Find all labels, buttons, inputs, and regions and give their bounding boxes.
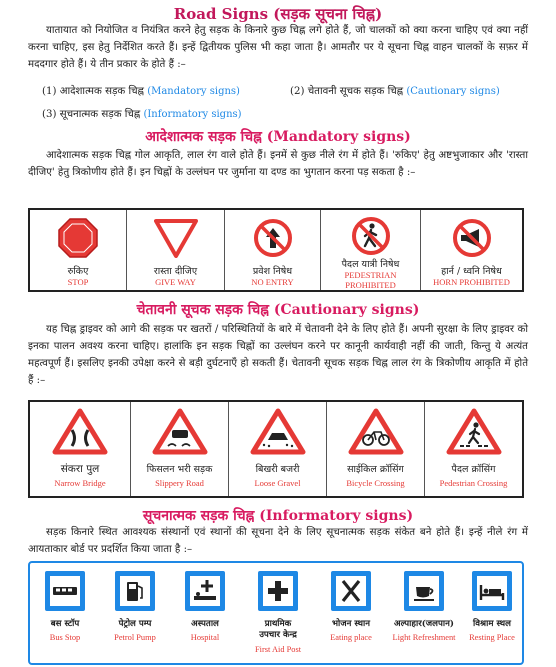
sign-label-english: Bus Stop — [49, 633, 81, 642]
sign-label-hindi: भोजन स्थान — [331, 619, 371, 629]
no-entry-icon — [253, 218, 293, 258]
informatory-heading: सूचनात्मक सड़क चिह्न (Informatory signs) — [142, 508, 414, 524]
sign-label-english: Resting Place — [469, 633, 515, 642]
sign-bus-stop — [30, 563, 100, 663]
sign-label-hindi: अस्पताल — [191, 619, 219, 629]
sign-petrol-pump — [100, 563, 170, 663]
informatory-paragraph: सड़क किनारे स्थित आवश्यक संस्थानों एवं स्थानों की सूचना देने के लिए सूचनात्मक सड़क संकेत बने होते हैं। इन्हें नीले रंग में आयताकार बोर्ड पर प्रदर्शित किया जाता है :– — [28, 527, 528, 555]
sign-label-english: Petrol Pump — [114, 633, 156, 642]
sign-type-1: (1) आदेशात्मक सड़क चिह्न (Mandatory signs) — [42, 86, 240, 97]
cautionary-heading: चेतावनी सूचक सड़क चिह्न (Cautionary signs) — [136, 302, 420, 318]
sign-narrow-bridge — [30, 402, 130, 496]
sign-label-hindi: बिखरी बजरी — [255, 464, 300, 475]
sign-hospital — [170, 563, 240, 663]
sign-label-hindi: रुकिए — [67, 266, 89, 277]
sign-label-english: Light Refreshment — [392, 633, 456, 642]
sign-label-hindi: अल्पाहार(जलपान) — [394, 619, 454, 629]
bus-stop-icon — [45, 571, 85, 611]
sign-label-hindi: बस स्टॉप — [50, 619, 80, 629]
horn-prohibited-icon — [452, 218, 492, 258]
eating-place-icon — [331, 571, 371, 611]
sign-label-hindi: विश्राम स्थल — [473, 619, 511, 629]
petrol-pump-icon — [115, 571, 155, 611]
sign-pedestrian-prohibited — [320, 210, 420, 290]
mandatory-heading: आदेशात्मक सड़क चिह्न (Mandatory signs) — [145, 129, 411, 145]
sign-label-english: Eating place — [330, 633, 372, 642]
informatory-signs-panel — [28, 561, 524, 665]
cautionary-signs-panel — [28, 400, 524, 498]
bicycle-crossing-icon — [348, 408, 404, 456]
sign-label-hindi: पैदल यात्री निषेध — [341, 259, 400, 270]
sign-label-hindi: साईकिल क्रॉसिंग — [347, 464, 404, 475]
sign-label-english: Pedestrian Crossing — [439, 478, 508, 488]
sign-eating-place — [316, 563, 386, 663]
intro-paragraph: यातायात को नियोजित व नियंत्रित करने हेतु सड़क के किनारे कुछ चिह्न लगे होते हैं, जो चालकों को क्या करना चाहिए एवं क्या नहीं करना चाहिए, इस हेतु निर्देशित करते हैं। इन्हें द्वितीयक पुलिस भी कहा जाता है। आमतौर पर ये सूचना चिह्न वाहन चालकों के सफ़र में मददगार होते हैं। ये तीन प्रकार के होते हैं :– — [28, 25, 528, 70]
stop-sign-icon — [58, 218, 98, 258]
sign-label-english: Hospital — [190, 633, 220, 642]
pedestrian-crossing-icon — [446, 408, 502, 456]
sign-label-hindi: प्राथमिक उपचार केन्द्र — [259, 619, 297, 640]
sign-no-entry — [224, 210, 320, 290]
resting-place-icon — [472, 571, 512, 611]
slippery-road-icon — [152, 408, 208, 456]
sign-type-2: (2) चेतावनी सूचक सड़क चिह्न (Cautionary signs) — [290, 86, 500, 97]
sign-slippery-road — [130, 402, 228, 496]
sign-label-hindi: पेट्रोल पम्प — [118, 619, 152, 629]
page-title — [0, 4, 556, 24]
sign-type-3: (3) सूचनात्मक सड़क चिह्न (Informatory signs) — [42, 109, 242, 120]
sign-loose-gravel — [228, 402, 326, 496]
cautionary-paragraph: यह चिह्न ड्राइवर को आगे की सड़क पर खतरों / परिस्थितियों के बारे में चेतावनी देने के लिए होते हैं। अपनी सुरक्षा के लिए ड्राइवर को इनका पालन अवश्य करना चाहिए। हालांकि इन सड़क चिह्नों का उल्लंघन करने पर कानूनी कार्यवाही नहीं की जाती, किन्तु ये अत्यंत महत्वपूर्ण हैं। इसलिए इनकी उपेक्षा करने से बड़ी दुर्घटनाएँ हो सकती हैं। चेतावनी सूचक सड़क चिह्न लाल रंग के त्रिकोणीय आकृति में होते हैं :– — [28, 324, 528, 386]
sign-label-english: First Aid Post — [254, 645, 302, 654]
loose-gravel-icon — [250, 408, 306, 456]
first-aid-icon — [258, 571, 298, 611]
sign-label-hindi: संकरा पुल — [60, 463, 100, 475]
pedestrian-prohibited-icon — [351, 216, 391, 256]
sign-label-hindi: पैदल क्रॉसिंग — [451, 464, 496, 475]
sign-label-english: Slippery Road — [155, 478, 204, 488]
sign-label-english: STOP — [67, 277, 89, 287]
sign-label-english: Loose Gravel — [254, 478, 301, 488]
sign-label-english: Bicycle Crossing — [346, 478, 405, 488]
sign-first-aid — [240, 563, 316, 663]
sign-label-english: HORN PROHIBITED — [433, 277, 510, 287]
sign-label-english: GIVE WAY — [155, 277, 196, 287]
hospital-icon — [185, 571, 225, 611]
give-way-icon — [154, 218, 198, 258]
page-title-hindi: (सड़क सूचना चिह्न) — [273, 5, 383, 23]
sign-label-hindi: प्रवेश निषेध — [252, 266, 293, 277]
sign-label-english: Narrow Bridge — [54, 478, 106, 488]
sign-pedestrian-crossing — [424, 402, 522, 496]
sign-label-hindi: फिसलन भरी सड़क — [146, 464, 213, 475]
sign-label-english: PEDESTRIAN PROHIBITED — [344, 270, 397, 290]
sign-give-way — [126, 210, 224, 290]
light-refreshment-icon — [404, 571, 444, 611]
mandatory-paragraph: आदेशात्मक सड़क चिह्न गोल आकृति, लाल रंग वाले होते हैं। इनमें से कुछ नीले रंग में होते हैं। 'रुकिए' हेतु अष्टभुजाकार और 'रास्ता दीजिए' हेतु त्रिकोणीय होते हैं। इन चिह्नों के उल्लंघन पर जुर्माना या दण्ड का भुगतान करना पड़ सकता है :– — [28, 150, 528, 178]
sign-label-hindi: हार्न / ध्वनि निषेध — [441, 266, 502, 277]
sign-resting-place — [462, 563, 522, 663]
narrow-bridge-icon — [52, 408, 108, 456]
sign-bicycle-crossing — [326, 402, 424, 496]
sign-light-refreshment — [386, 563, 462, 663]
sign-stop — [30, 210, 126, 290]
sign-horn-prohibited — [420, 210, 522, 290]
mandatory-signs-panel — [28, 208, 524, 292]
sign-label-hindi: रास्ता दीजिए — [153, 266, 198, 277]
page-title-english: Road Signs — [173, 5, 269, 23]
sign-label-english: NO ENTRY — [251, 277, 294, 287]
